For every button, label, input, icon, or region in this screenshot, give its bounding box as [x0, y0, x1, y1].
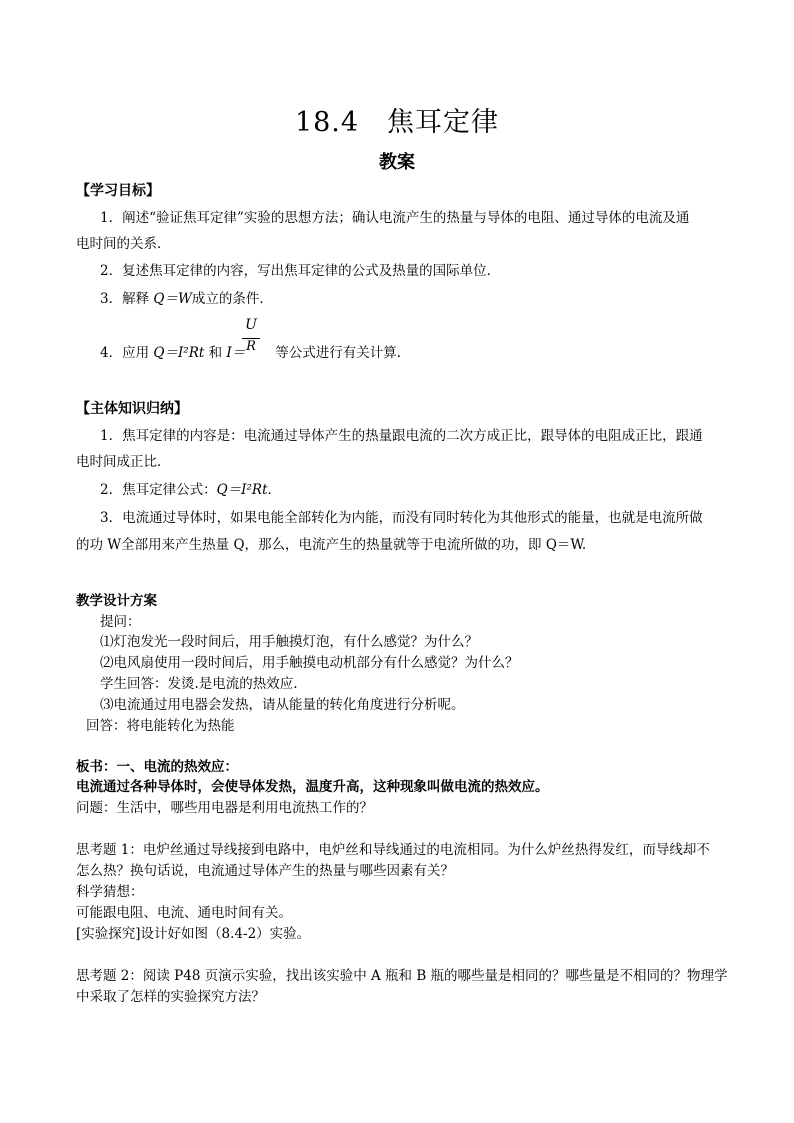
design-question-2: ⑵电风扇使用一段时间后，用手触摸电动机部分有什么感觉？为什么？: [100, 655, 519, 671]
think-2-line-1: 思考题 2：阅读 P48 页演示实验，找出该实验中 A 瓶和 B 瓶的哪些量是相同的？哪些量是不相同的？物理学: [76, 968, 728, 984]
fraction-denominator: R: [246, 339, 256, 354]
formula-q-equals-w: Q＝W: [153, 291, 192, 307]
think-2-line-2: 中采取了怎样的实验探究方法？: [76, 989, 265, 1005]
board-heading: 板书：一、电流的热效应：: [76, 759, 238, 775]
objectives-heading: 【学习目标】: [76, 183, 160, 199]
design-ask: 提问：: [100, 614, 141, 630]
knowledge-2: 2．焦耳定律公式：Q＝I²Rt．: [100, 482, 281, 498]
design-question-3: ⑶电流通过用电器会发热，请从能量的转化角度进行分析呢。: [100, 697, 465, 713]
think-1-guess: 可能跟电阻、电流、通电时间有关。: [76, 905, 292, 921]
knowledge-3-line-2: 的功 W全部用来产生热量 Q，那么，电流产生的热量就等于电流所做的功，即 Q＝W.: [76, 537, 587, 553]
page-title: 18.4 焦耳定律: [294, 107, 500, 138]
design-heading: 教学设计方案: [76, 593, 157, 609]
board-definition: 电流通过各种导体时，会使导体发热，温度升高，这种现象叫做电流的热效应。: [76, 779, 549, 795]
page-subtitle: 教案: [379, 152, 415, 173]
formula-ohm: I＝: [226, 345, 246, 361]
think-1-line-2: 怎么热？换句话说，电流通过导体产生的热量与哪些因素有关？: [76, 863, 454, 879]
objective-1-line-2: 电时间的关系．: [76, 236, 171, 252]
objective-4: 4．应用 Q＝I²Rt 和 I＝ 等公式进行有关计算．: [100, 345, 411, 361]
objective-2: 2．复述焦耳定律的内容，写出焦耳定律的公式及热量的国际单位．: [100, 263, 501, 279]
board-question: 问题：生活中，哪些用电器是利用电流热工作的？: [76, 800, 373, 816]
knowledge-1-line-2: 电时间成正比．: [76, 454, 171, 470]
objective-3: 3．解释 Q＝W成立的条件．: [100, 291, 273, 307]
design-answer-2: 回答：将电能转化为热能: [86, 718, 235, 734]
knowledge-3-line-1: 3．电流通过导体时，如果电能全部转化为内能，而没有同时转化为其他形式的能量，也就是电流所做: [100, 510, 703, 526]
think-1-experiment: [实验探究]设计好如图（8.4-2）实验。: [76, 926, 311, 942]
objective-1-line-1: 1．阐述“验证焦耳定律”实验的思想方法；确认电流产生的热量与导体的电阻、通过导体的电流及通: [100, 210, 690, 226]
design-question-1: ⑴灯泡发光一段时间后，用手触摸灯泡，有什么感觉？为什么？: [100, 634, 478, 650]
formula-joule: Q＝I²Rt: [153, 345, 205, 361]
fraction-numerator: U: [245, 317, 257, 333]
design-answer-1: 学生回答：发烫.是电流的热效应.: [100, 676, 298, 692]
knowledge-heading: 【主体知识归纳】: [76, 401, 188, 417]
think-1-guess-label: 科学猜想：: [76, 884, 144, 900]
knowledge-1-line-1: 1．焦耳定律的内容是：电流通过导体产生的热量跟电流的二次方成正比，跟导体的电阻成正比，跟通: [100, 428, 703, 444]
think-1-line-1: 思考题 1：电炉丝通过导线接到电路中，电炉丝和导线通过的电流相同。为什么炉丝热得发红，而导线却不: [76, 842, 710, 858]
formula-joule-law: Q＝I²Rt: [216, 482, 268, 498]
